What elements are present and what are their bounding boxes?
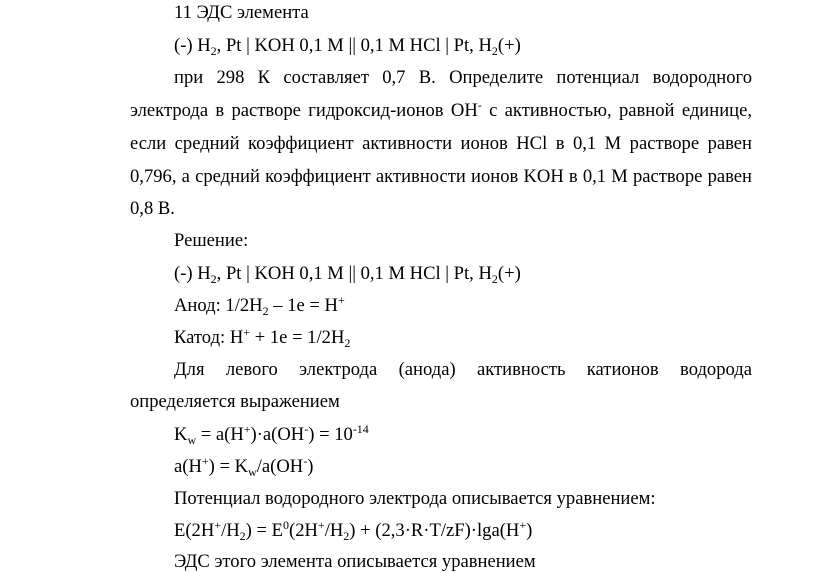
problem-cell-scheme: (-) $H_2$, Pt | KOH 0,1 M || 0,1 M HCl | Pt, $H_2(+)$ — [174, 35, 521, 58]
problem-title: 11 ЭДС элемента — [174, 2, 309, 23]
solution-cell-scheme: (-) $H_2$, Pt | KOH 0,1 M || 0,1 M HCl | Pt, $H_2(+)$ — [174, 263, 521, 286]
potential-intro: Потенциал водородного электрода описывается уравнением: — [174, 488, 656, 509]
problem-text-line-4: 0,796, а средний коэффициент активности ионов KOH в 0,1 М растворе равен — [130, 166, 752, 187]
problem-text-line-3: если средний коэффициент активности ионов HCl в 0,1 М растворе равен — [130, 133, 752, 154]
paragraph-line-2: определяется выражением — [130, 391, 340, 412]
potential-equation: $E(2H^+/H_2) = E^0(2H^+/H_2) + (2,3\cdot R\cdot T/zF)\cdot\lg a(H^+)$ — [174, 518, 533, 543]
problem-text-line-1: при 298 К составляет 0,7 В. Определите потенциал водородного — [174, 67, 752, 88]
problem-text-line-5: 0,8 В. — [130, 198, 175, 219]
emf-intro: ЭДС этого элемента описывается уравнением — [174, 551, 536, 572]
anode-reaction: Анод: $1/2H_2 - 1e = H^+$ — [174, 293, 345, 318]
solution-heading: Решение: — [174, 230, 249, 251]
kw-equation: $K_w = a(H^+)\cdot a(OH^-) = 10^{-14}$ — [174, 422, 369, 447]
paragraph-line-1: Для левого электрода (анода) активность катионов водорода — [174, 359, 752, 380]
ah-equation: $a(H^+) = K_w/a(OH^-)$ — [174, 454, 314, 479]
cathode-reaction: Катод: $H^+ + 1e = 1/2H_2$ — [174, 325, 351, 350]
problem-text-line-2: электрода в растворе гидроксид-ионов OH- с активностью, равной единице, — [130, 98, 752, 121]
